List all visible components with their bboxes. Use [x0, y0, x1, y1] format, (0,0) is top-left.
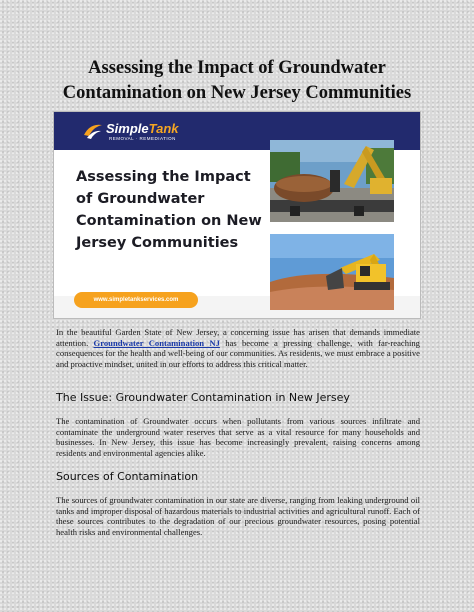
hero-banner: [54, 112, 420, 318]
document-title: Assessing the Impact of Groundwater Contamination on New Jersey Communities: [62, 58, 412, 103]
intro-paragraph: In the beautiful Garden State of New Jersey, a concerning issue has arisen that demands immediate attention. Groundwater Contamination NJ has become a pressing challenge, with far-reaching consequences for the health and well-being of our communities. As residents, we must embrace a positive and proactive mindset, united in our efforts to address this critical matter.: [56, 327, 420, 369]
excavator-tank-photo: [270, 140, 394, 222]
logo-wordmark: SimpleTank: [106, 121, 179, 136]
excavator-digging-photo: [270, 234, 394, 310]
groundwater-contamination-link[interactable]: Groundwater Contamination NJ: [93, 337, 220, 348]
section-heading-sources: Sources of Contamination: [56, 470, 199, 483]
section-heading-issue: The Issue: Groundwater Contamination in New Jersey: [56, 391, 350, 404]
section-body-sources: The sources of groundwater contamination in our state are diverse, ranging from leaking underground oil tanks and improper disposal of hazardous materials to industrial activities and agricultural runoff. Each of these sources contributes to the degradation of our precious groundwater resources, posing potential health risks and environmental challenges.: [56, 495, 420, 537]
banner-heading: Assessing the Impact of Groundwater Contamination on New Jersey Communities: [76, 169, 262, 251]
simpletank-logo: [82, 121, 202, 145]
section-body-issue: The contamination of Groundwater occurs when pollutants from various sources infiltrate and contaminate the underground water reserves that serve as a vital resource for many households and businesses. In New Jersey, this issue has become increasingly prevalent, raising concerns among residents and environmental agencies alike.: [56, 416, 420, 458]
website-url-badge[interactable]: www.simpletankservices.com: [74, 292, 198, 308]
logo-swoosh-icon: [82, 121, 104, 141]
logo-tagline: REMOVAL · REMEDIATION: [109, 136, 176, 141]
